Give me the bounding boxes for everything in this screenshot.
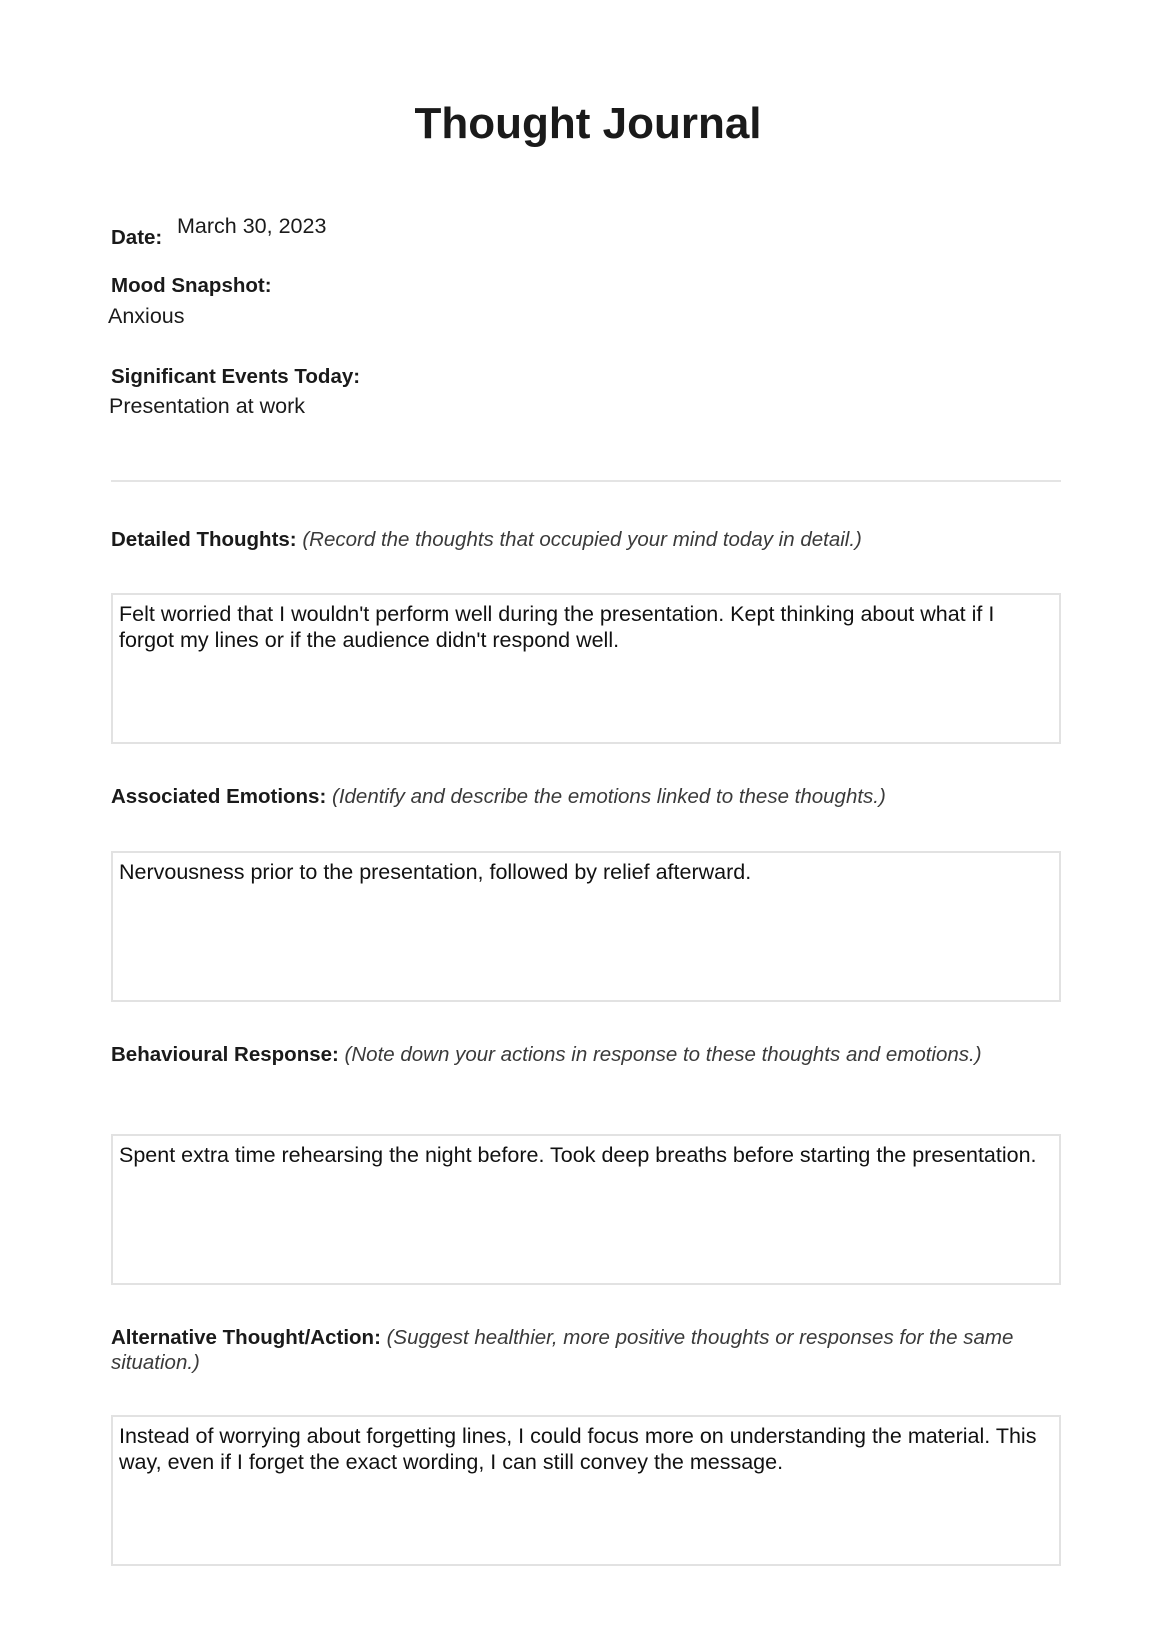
- section-divider: [111, 480, 1061, 482]
- detailed-thoughts-box[interactable]: [111, 593, 1061, 744]
- associated-emotions-box[interactable]: [111, 851, 1061, 1002]
- detailed-thoughts-entry: Felt worried that I wouldn't perform well during the presentation. Kept thinking about what if I forgot my lines or if the audience didn't respond well.: [119, 602, 995, 652]
- associated-emotions-heading: [111, 784, 1061, 809]
- behavioural-response-box[interactable]: [111, 1134, 1061, 1285]
- section-label: Alternative Thought/Action:: [111, 1326, 381, 1349]
- date-value[interactable]: March 30, 2023: [177, 214, 327, 238]
- section-hint: (Record the thoughts that occupied your mind today in detail.): [302, 528, 862, 551]
- behavioural-response-entry: Spent extra time rehearsing the night before. Took deep breaths before starting the presentation.: [119, 1143, 1037, 1167]
- section-label: Associated Emotions:: [111, 785, 327, 808]
- mood-label: Mood Snapshot:: [111, 274, 272, 297]
- section-label: Behavioural Response:: [111, 1043, 339, 1066]
- alternative-thought-entry: Instead of worrying about forgetting lines, I could focus more on understanding the material. This way, even if I forget the exact wording, I can still convey the message.: [119, 1424, 1037, 1474]
- section-label: Detailed Thoughts:: [111, 528, 297, 551]
- alternative-thought-box[interactable]: [111, 1415, 1061, 1566]
- section-hint: (Suggest healthier, more positive thoughts or responses for the same situation.): [111, 1326, 1014, 1374]
- alternative-thought-heading: [111, 1325, 1061, 1375]
- detailed-thoughts-heading: [111, 527, 1061, 552]
- page-title: Thought Journal: [414, 99, 762, 148]
- section-hint: (Note down your actions in response to these thoughts and emotions.): [344, 1043, 982, 1066]
- events-label: Significant Events Today:: [111, 365, 361, 388]
- date-label: Date:: [111, 226, 163, 249]
- section-hint: (Identify and describe the emotions linked to these thoughts.): [332, 785, 886, 808]
- behavioural-response-heading: [111, 1042, 1061, 1067]
- events-value[interactable]: Presentation at work: [109, 394, 305, 418]
- associated-emotions-entry: Nervousness prior to the presentation, followed by relief afterward.: [119, 860, 752, 884]
- mood-value[interactable]: Anxious: [108, 304, 185, 328]
